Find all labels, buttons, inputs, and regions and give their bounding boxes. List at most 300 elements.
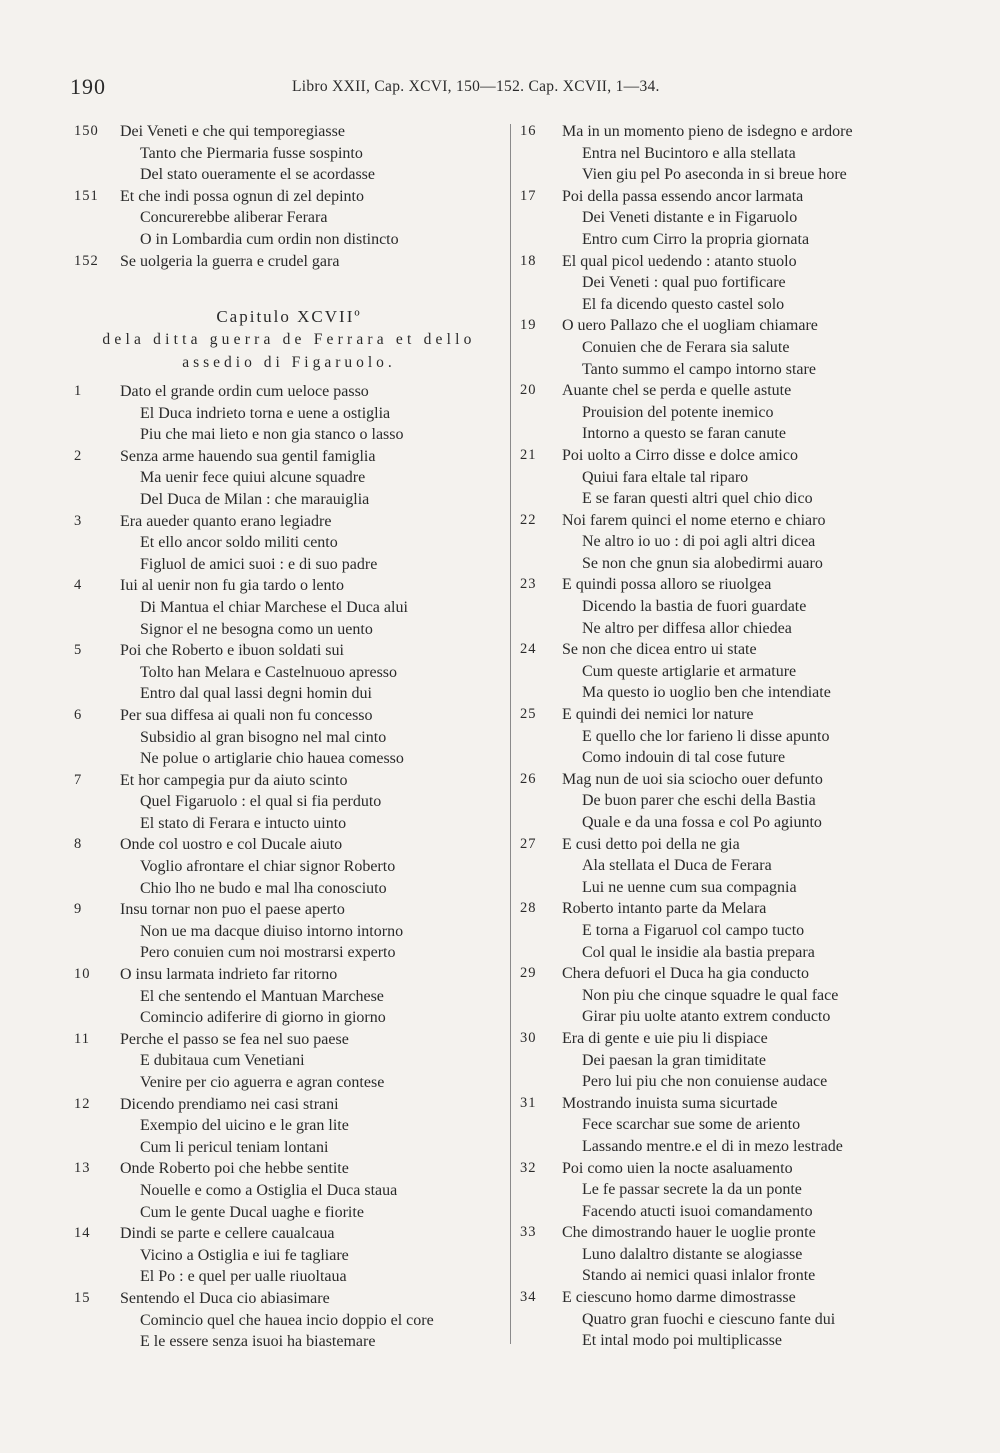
verse-line — [74, 705, 504, 727]
chapter-subtitle-line-1: dela ditta guerra de Ferrara et dello — [102, 331, 476, 348]
verse-text: Del Duca de Milan : che marauiglia — [140, 490, 370, 508]
verse-text: Dei Veneti e che qui temporegiasse — [120, 123, 345, 140]
verse-number: 21 — [520, 446, 537, 463]
verse-number: 11 — [74, 1030, 90, 1047]
verse-text: Ma in un momento pieno de isdegno e ardore — [562, 123, 853, 140]
verse-text: Signor el ne besogna como un uento — [140, 620, 373, 638]
verse-text: Dicendo prendiamo nei casi strani — [120, 1095, 339, 1113]
verse-text: Ne altro per diffesa allor chiedea — [582, 619, 792, 637]
verse-text: O uero Pallazo che el uogliam chiamare — [562, 317, 818, 335]
verse-line — [74, 834, 504, 856]
tercet — [520, 251, 940, 316]
verse-line — [520, 618, 940, 640]
verse-text: Ma uenir fece quiui alcune squadre — [140, 469, 366, 487]
verse-line — [74, 748, 504, 770]
verse-number: 3 — [74, 512, 83, 529]
verse-text: Pero conuien cum noi mostrarsi experto — [140, 944, 396, 962]
verse-line — [520, 812, 940, 834]
verse-text: Col qual le insidie ala bastia prepara — [582, 943, 815, 961]
verse-line — [520, 1265, 940, 1287]
verse-line — [520, 423, 940, 445]
verse-number: 17 — [520, 187, 537, 204]
tercet — [520, 1287, 940, 1352]
verse-text: Di Mantua el chiar Marchese el Duca alui — [140, 598, 408, 616]
verse-text: Subsidio al gran bisogno nel mal cinto — [140, 728, 387, 746]
verse-number: 151 — [74, 187, 99, 204]
verse-line — [74, 229, 504, 251]
verse-line — [74, 1288, 504, 1310]
verse-text: Lassando mentre.e el di in mezo lestrade — [582, 1137, 843, 1155]
verse-text: Del stato oueramente el se acordasse — [140, 166, 376, 184]
verse-text: Figluol de amici suoi : e di suo padre — [140, 555, 378, 573]
verse-text: Quel Figaruolo : el qual si fia perduto — [140, 793, 382, 811]
verse-line — [74, 1266, 504, 1288]
verse-text: Piu che mai lieto e non gia stanco o lasso — [140, 426, 404, 444]
verse-text: Onde Roberto poi che hebbe sentite — [120, 1160, 349, 1178]
verse-number: 22 — [520, 511, 537, 528]
verse-line — [520, 229, 940, 251]
verse-text: Facendo atucti isuoi comandamento — [582, 1202, 813, 1220]
verse-line — [74, 1094, 504, 1116]
verse-text: E dubitaua cum Venetiani — [140, 1052, 305, 1070]
tercet — [520, 639, 940, 704]
verse-number: 16 — [520, 123, 537, 139]
verse-line — [74, 1331, 504, 1353]
verse-number: 18 — [520, 252, 537, 269]
verse-text: Che dimostrando hauer le uoglie pronte — [562, 1224, 816, 1242]
verse-line — [520, 207, 940, 229]
verse-number: 9 — [74, 901, 83, 918]
tercet — [520, 186, 940, 251]
verse-line — [520, 315, 940, 337]
verse-line — [520, 920, 940, 942]
verse-text: Luno dalaltro distante se alogiasse — [582, 1245, 803, 1263]
verse-line — [520, 769, 940, 791]
tercet — [520, 963, 940, 1028]
verse-text: Poi uolto a Cirro disse e dolce amico — [562, 446, 798, 464]
verse-text: Nouelle e como a Ostiglia el Duca staua — [140, 1181, 398, 1199]
verse-text: Era di gente e uie piu li dispiace — [562, 1029, 768, 1047]
verse-number: 20 — [520, 382, 537, 399]
verse-line — [74, 1180, 504, 1202]
verse-line — [74, 186, 504, 208]
verse-line — [520, 294, 940, 316]
tercet — [74, 575, 504, 640]
verse-text: Exempio del uicino e le gran lite — [140, 1117, 349, 1135]
verse-text: Et hor campegia pur da aiuto scinto — [120, 771, 348, 789]
verse-text: El qual picol uedendo : atanto stuolo — [562, 252, 797, 270]
verse-number: 1 — [74, 383, 83, 399]
verse-number: 5 — [74, 642, 83, 659]
verse-line — [520, 1158, 940, 1180]
verse-text: Chio lho ne budo e mal lha conosciuto — [140, 879, 387, 897]
verse-text: Sentendo el Duca cio abiasimare — [120, 1289, 330, 1307]
verse-text: Chera defuori el Duca ha gia conducto — [562, 965, 810, 983]
verse-text: Lui ne uenne cum sua compagnia — [582, 878, 797, 896]
verse-line — [74, 207, 504, 229]
tercet — [520, 1093, 940, 1158]
left-column-bottom — [74, 381, 504, 1353]
verse-line — [74, 446, 504, 468]
verse-line — [520, 1179, 940, 1201]
verse-number: 33 — [520, 1224, 537, 1241]
verse-text: Non piu che cinque squadre le qual face — [582, 986, 839, 1004]
verse-text: Vicino a Ostiglia e iui fe tagliare — [140, 1246, 349, 1264]
tercet — [520, 121, 940, 186]
verse-line — [74, 597, 504, 619]
verse-text: Mostrando inuista suma sicurtade — [562, 1094, 778, 1112]
verse-line — [520, 898, 940, 920]
verse-text: Ne altro io uo : di poi agli altri dicea — [582, 533, 816, 551]
verse-line — [520, 1244, 940, 1266]
running-head: Libro XXII, Cap. XCVI, 150—152. Cap. XCVII, 1—34. — [292, 78, 660, 95]
verse-text: Se non che gnun sia alobedirmi auaro — [582, 554, 823, 572]
verse-text: Insu tornar non puo el paese aperto — [120, 901, 345, 919]
verse-text: Comincio quel che hauea incio doppio el core — [140, 1311, 434, 1329]
verse-text: Dicendo la bastia de fuori guardate — [582, 598, 807, 616]
verse-number: 15 — [74, 1289, 91, 1306]
verse-text: El stato di Ferara e intucto uinto — [140, 814, 347, 832]
verse-line — [520, 596, 940, 618]
verse-text: Noi farem quinci el nome eterno e chiaro — [562, 511, 826, 529]
verse-text: Se non che dicea entro ui state — [562, 641, 757, 659]
verse-number: 29 — [520, 965, 537, 982]
verse-line — [520, 834, 940, 856]
tercet — [520, 834, 940, 899]
verse-line — [74, 1029, 504, 1051]
verse-line — [520, 1071, 940, 1093]
verse-line — [74, 381, 504, 403]
verse-line — [520, 726, 940, 748]
tercet — [74, 251, 504, 273]
verse-line — [74, 899, 504, 921]
verse-text: Entro dal qual lassi degni homin dui — [140, 685, 372, 703]
verse-number: 4 — [74, 577, 83, 594]
verse-line — [520, 488, 940, 510]
tercet — [74, 1094, 504, 1159]
tercet — [520, 704, 940, 769]
verse-line — [74, 921, 504, 943]
verse-line — [520, 121, 940, 143]
verse-text: Quatro gran fuochi e ciescuno fante dui — [582, 1310, 836, 1328]
tercet — [74, 899, 504, 964]
verse-number: 30 — [520, 1029, 537, 1046]
tercet — [520, 1222, 940, 1287]
verse-line — [74, 1007, 504, 1029]
verse-text: O insu larmata indrieto far ritorno — [120, 966, 338, 984]
verse-line — [520, 467, 940, 489]
verse-line — [520, 1201, 940, 1223]
verse-number: 7 — [74, 771, 83, 788]
verse-number: 32 — [520, 1159, 537, 1176]
verse-number: 24 — [520, 641, 537, 658]
tercet — [74, 446, 504, 511]
tercet — [520, 445, 940, 510]
verse-text: E le essere senza isuoi ha biastemare — [140, 1333, 376, 1351]
tercet — [74, 121, 504, 186]
tercet — [520, 1028, 940, 1093]
verse-text: Era aueder quanto erano legiadre — [120, 512, 332, 530]
verse-text: Non ue ma dacque diuiso intorno intorno — [140, 922, 404, 940]
tercet — [74, 705, 504, 770]
verse-number: 14 — [74, 1225, 91, 1242]
verse-line — [520, 877, 940, 899]
verse-line — [520, 639, 940, 661]
verse-line — [520, 1287, 940, 1309]
verse-text: Onde col uostro e col Ducale aiuto — [120, 836, 343, 854]
verse-line — [520, 337, 940, 359]
verse-line — [520, 747, 940, 769]
verse-text: Pero lui piu che non conuiense audace — [582, 1073, 828, 1091]
verse-line — [74, 121, 504, 143]
tercet — [74, 381, 504, 446]
chapter-title: Capitulo XCVIIº — [216, 307, 362, 326]
verse-number: 31 — [520, 1094, 537, 1111]
verse-number: 2 — [74, 447, 83, 464]
tercet — [74, 834, 504, 899]
verse-number: 19 — [520, 317, 537, 334]
verse-line — [520, 1006, 940, 1028]
verse-number: 150 — [74, 123, 99, 139]
verse-line — [520, 855, 940, 877]
verse-line — [74, 1115, 504, 1137]
verse-text: Conuien che de Ferara sia salute — [582, 338, 790, 356]
tercet — [520, 769, 940, 834]
verse-text: El Po : e quel per ualle riuoltaua — [140, 1268, 347, 1286]
chapter-subtitle-line-2: assedio di Figaruolo. — [182, 354, 396, 371]
verse-line — [74, 770, 504, 792]
tercet — [74, 964, 504, 1029]
verse-line — [74, 878, 504, 900]
verse-line — [520, 682, 940, 704]
verse-text: Et intal modo poi multiplicasse — [582, 1332, 782, 1350]
verse-line — [74, 251, 504, 273]
verse-line — [520, 574, 940, 596]
verse-line — [520, 1050, 940, 1072]
chapter-heading — [74, 306, 504, 374]
tercet — [74, 770, 504, 835]
verse-text: Auante chel se perda e quelle astute — [562, 382, 792, 400]
tercet — [520, 574, 940, 639]
verse-line — [520, 963, 940, 985]
verse-text: Entra nel Bucintoro e alla stellata — [582, 144, 796, 162]
verse-number: 12 — [74, 1095, 91, 1112]
verse-text: E quindi possa alloro se riuolgea — [562, 576, 772, 594]
verse-text: Entro cum Cirro la propria giornata — [582, 230, 810, 248]
verse-text: Poi che Roberto e ibuon soldati sui — [120, 642, 344, 660]
verse-line — [520, 402, 940, 424]
tercet — [74, 640, 504, 705]
verse-line — [74, 489, 504, 511]
verse-text: Stando ai nemici quasi inlalor fronte — [582, 1267, 816, 1285]
verse-text: E quello che lor farieno li disse apunto — [582, 727, 830, 745]
verse-text: Cum queste artiglarie et armature — [582, 662, 797, 680]
verse-text: Concurerebbe aliberar Ferara — [140, 209, 328, 227]
left-column-top — [74, 121, 504, 272]
verse-line — [74, 1158, 504, 1180]
verse-text: Poi como uien la nocte asaluamento — [562, 1159, 793, 1177]
verse-text: Tolto han Melara e Castelnuouo apresso — [140, 663, 398, 681]
verse-text: Ne polue o artiglarie chio hauea comesso — [140, 750, 404, 768]
verse-line — [74, 467, 504, 489]
tercet — [520, 898, 940, 963]
verse-text: El fa dicendo questo castel solo — [582, 295, 785, 313]
verse-line — [74, 424, 504, 446]
verse-line — [74, 727, 504, 749]
tercet — [74, 186, 504, 251]
verse-line — [520, 1222, 940, 1244]
tercet — [520, 315, 940, 380]
verse-line — [74, 662, 504, 684]
verse-text: Quiui fara eltale tal riparo — [582, 468, 749, 486]
verse-line — [520, 272, 940, 294]
verse-line — [520, 143, 940, 165]
verse-text: Cum le gente Ducal uaghe e fiorite — [140, 1203, 364, 1221]
verse-line — [520, 164, 940, 186]
verse-line — [74, 640, 504, 662]
tercet — [520, 510, 940, 575]
verse-number: 25 — [520, 706, 537, 723]
right-column — [520, 121, 940, 1352]
verse-number: 13 — [74, 1160, 91, 1177]
verse-line — [520, 661, 940, 683]
verse-text: E cusi detto poi della ne gia — [562, 835, 740, 853]
verse-text: Se uolgeria la guerra e crudel gara — [120, 252, 340, 270]
verse-line — [520, 531, 940, 553]
tercet — [520, 380, 940, 445]
verse-text: Vien giu pel Po aseconda in si breue hore — [582, 166, 847, 184]
verse-text: Dei Veneti : qual puo fortificare — [582, 274, 786, 292]
verse-text: Poi della passa essendo ancor larmata — [562, 187, 804, 205]
verse-text: Tanto che Piermaria fusse sospinto — [140, 144, 363, 162]
verse-text: Roberto intanto parte da Melara — [562, 900, 767, 918]
verse-text: Mag nun de uoi sia sciocho ouer defunto — [562, 770, 823, 788]
verse-line — [520, 1093, 940, 1115]
verse-text: Como indouin di tal cose future — [582, 749, 786, 767]
verse-text: Quale e da una fossa e col Po agiunto — [582, 814, 822, 831]
verse-line — [74, 1245, 504, 1267]
verse-text: El che sentendo el Mantuan Marchese — [140, 987, 384, 1005]
verse-text: E quindi dei nemici lor nature — [562, 706, 754, 724]
verse-number: 26 — [520, 770, 537, 787]
verse-text: Girar piu uolte atanto extrem conducto — [582, 1008, 831, 1026]
verse-line — [74, 1072, 504, 1094]
verse-text: Ala stellata el Duca de Ferara — [582, 857, 772, 875]
verse-line — [74, 856, 504, 878]
verse-line — [520, 704, 940, 726]
verse-line — [74, 554, 504, 576]
verse-line — [74, 532, 504, 554]
verse-line — [74, 575, 504, 597]
verse-line — [74, 403, 504, 425]
verse-text: Perche el passo se fea nel suo paese — [120, 1030, 349, 1048]
verse-line — [74, 164, 504, 186]
verse-text: Tanto summo el campo intorno stare — [582, 360, 816, 378]
verse-line — [520, 186, 940, 208]
verse-text: Dei paesan la gran timiditate — [582, 1051, 766, 1069]
verse-line — [520, 985, 940, 1007]
tercet — [74, 511, 504, 576]
verse-number: 28 — [520, 900, 537, 917]
verse-line — [520, 445, 940, 467]
verse-text: Le fe passar secrete la da un ponte — [582, 1181, 802, 1199]
verse-number: 6 — [74, 706, 83, 723]
verse-number: 23 — [520, 576, 537, 593]
verse-number: 27 — [520, 835, 537, 852]
tercet — [74, 1029, 504, 1094]
verse-text: E se faran questi altri quel chio dico — [582, 490, 813, 508]
page-number: 190 — [70, 74, 106, 99]
verse-text: Cum li pericul teniam lontani — [140, 1138, 329, 1156]
verse-line — [74, 964, 504, 986]
verse-line — [74, 1223, 504, 1245]
verse-number: 152 — [74, 252, 99, 269]
verse-number: 8 — [74, 836, 83, 853]
verse-line — [520, 790, 940, 812]
verse-text: El Duca indrieto torna e uene a ostiglia — [140, 404, 391, 422]
verse-line — [520, 359, 940, 381]
verse-text: Voglio afrontare el chiar signor Roberto — [140, 858, 396, 876]
verse-text: Comincio adiferire di giorno in giorno — [140, 1009, 386, 1027]
verse-text: Senza arme hauendo sua gentil famiglia — [120, 447, 376, 465]
tercet — [520, 1158, 940, 1223]
verse-text: O in Lombardia cum ordin non distincto — [140, 230, 399, 248]
verse-text: Dindi se parte e cellere caualcaua — [120, 1225, 335, 1243]
verse-text: Iui al uenir non fu gia tardo o lento — [120, 577, 344, 595]
tercet — [74, 1223, 504, 1288]
tercet — [74, 1158, 504, 1223]
verse-line — [74, 1202, 504, 1224]
verse-line — [74, 1050, 504, 1072]
verse-text: Et ello ancor soldo militi cento — [140, 534, 338, 552]
verse-line — [74, 511, 504, 533]
verse-line — [520, 1028, 940, 1050]
verse-line — [74, 1137, 504, 1159]
verse-line — [520, 1309, 940, 1331]
verse-number: 10 — [74, 966, 91, 983]
verse-text: Dei Veneti distante e in Figaruolo — [582, 209, 798, 227]
verse-line — [74, 791, 504, 813]
verse-line — [520, 553, 940, 575]
verse-line — [520, 1330, 940, 1352]
verse-text: De buon parer che eschi della Bastia — [582, 792, 816, 810]
verse-line — [74, 986, 504, 1008]
verse-text: Intorno a questo se faran canute — [582, 425, 786, 443]
verse-line — [520, 1136, 940, 1158]
verse-line — [520, 251, 940, 273]
verse-number: 34 — [520, 1289, 537, 1306]
verse-text: E torna a Figaruol col campo tucto — [582, 921, 805, 939]
verse-line — [520, 1114, 940, 1136]
verse-line — [520, 510, 940, 532]
tercet — [74, 1288, 504, 1353]
verse-text: Ma questo io uoglio ben che intendiate — [582, 684, 831, 702]
verse-line — [74, 942, 504, 964]
verse-line — [74, 143, 504, 165]
verse-text: Et che indi possa ognun di zel depinto — [120, 187, 364, 205]
verse-text: E ciescuno homo darme dimostrasse — [562, 1289, 796, 1307]
verse-line — [520, 942, 940, 964]
verse-text: Prouision del potente inemico — [582, 403, 774, 421]
verse-text: Fece scarchar sue some de ariento — [582, 1116, 801, 1134]
verse-line — [74, 813, 504, 835]
verse-line — [520, 380, 940, 402]
verse-line — [74, 619, 504, 641]
verse-text: Dato el grande ordin cum ueloce passo — [120, 383, 369, 400]
verse-text: Per sua diffesa ai quali non fu concesso — [120, 706, 373, 724]
column-divider — [510, 124, 511, 1344]
verse-text: Venire per cio aguerra e agran contese — [140, 1074, 385, 1091]
